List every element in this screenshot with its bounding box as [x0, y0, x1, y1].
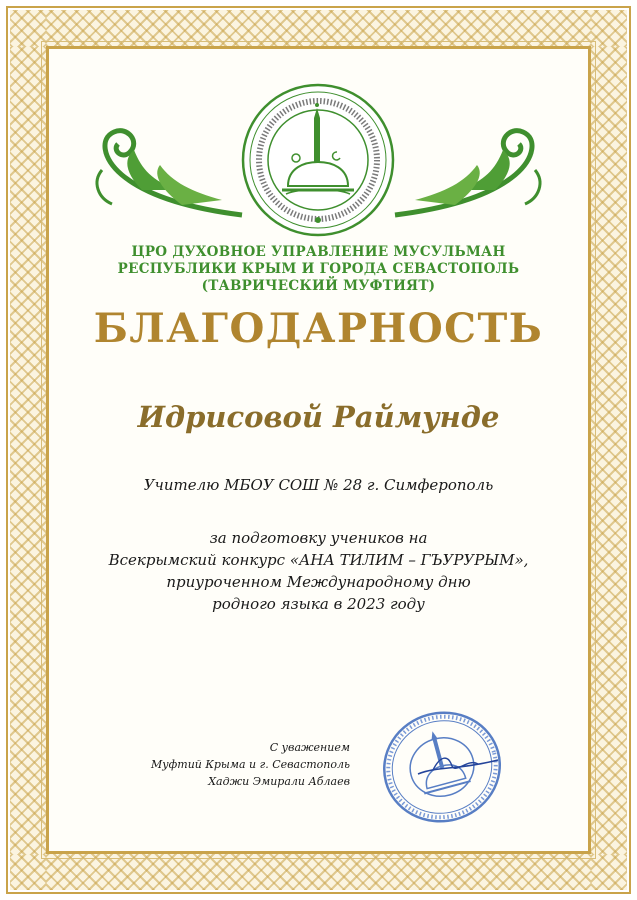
recipient-position: Учителю МБОУ СОШ № 28 г. Симферополь [143, 476, 494, 494]
official-stamp-icon [378, 708, 506, 826]
signature-regards: С уважением [269, 741, 350, 754]
green-flourish-right-icon [385, 120, 555, 220]
reason-line-4: родного языка в 2023 году [212, 595, 425, 613]
reason-line-2: Всекрымский конкурс «АНА ТИЛИМ – ГЪУРУРЫМ», [108, 551, 529, 569]
reason-line-1: за подготовку учеников на [209, 529, 428, 547]
organization-line-3: (ТАВРИЧЕСКИЙ МУФТИЯТ) [201, 278, 436, 294]
signature-name: Хаджи Эмирали Аблаев [208, 775, 350, 788]
organization-line-2: РЕСПУБЛИКИ КРЫМ И ГОРОДА СЕВАСТОПОЛЬ [117, 261, 520, 277]
recipient-name: Идрисовой Раймунде [137, 400, 500, 434]
green-flourish-left-icon [82, 120, 252, 220]
signature-title: Муфтий Крыма и г. Севастополь [151, 758, 350, 771]
certificate-title: БЛАГОДАРНОСТЬ [93, 305, 544, 352]
reason-line-3: приуроченном Международному дню [166, 573, 471, 591]
muftiate-emblem-icon [240, 82, 396, 238]
organization-line-1: ЦРО ДУХОВНОЕ УПРАВЛЕНИЕ МУСУЛЬМАН [131, 244, 506, 260]
